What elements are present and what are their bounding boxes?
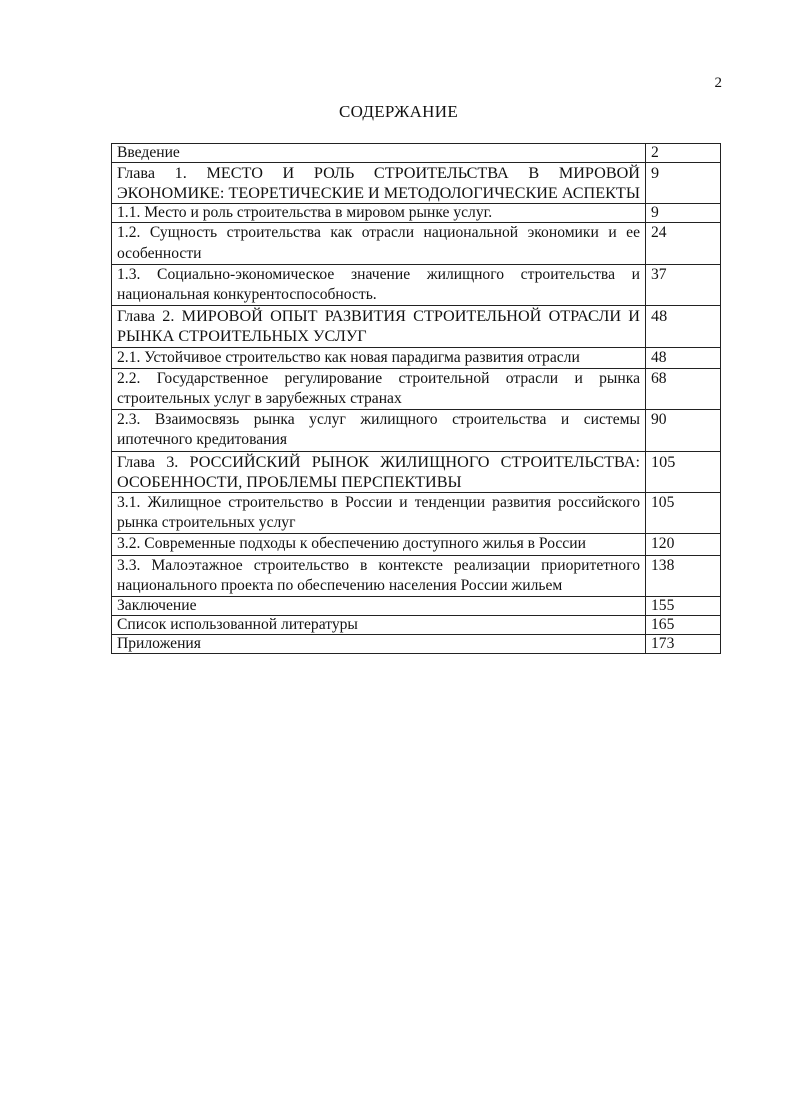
toc-entry-page: 68 <box>646 368 721 409</box>
toc-entry-page: 138 <box>646 555 721 596</box>
toc-row-section-2-3 <box>112 410 721 451</box>
toc-entry-title: Приложения <box>112 635 646 654</box>
toc-entry-page: 9 <box>646 163 721 204</box>
toc-entry-page: 24 <box>646 223 721 264</box>
toc-entry-title: 2.3. Взаимосвязь рынка услуг жилищного строительства и системы ипотечного кредитования <box>112 410 646 451</box>
toc-entry-title: Заключение <box>112 597 646 616</box>
toc-entry-title: 3.1. Жилищное строительство в России и тенденции развития российского рынка строительных услуг <box>112 493 646 534</box>
toc-entry-page: 48 <box>646 347 721 368</box>
toc-entry-page: 155 <box>646 597 721 616</box>
toc-row-section-1-3 <box>112 264 721 305</box>
toc-entry-page: 165 <box>646 616 721 635</box>
toc-entry-page: 173 <box>646 635 721 654</box>
toc-row-conclusion <box>112 597 721 616</box>
toc-row-section-1-1 <box>112 204 721 223</box>
toc-entry-title: Глава 3. РОССИЙСКИЙ РЫНОК ЖИЛИЩНОГО СТРОИТЕЛЬСТВА: ОСОБЕННОСТИ, ПРОБЛЕМЫ ПЕРСПЕКТИВЫ <box>112 451 646 492</box>
toc-entry-title: 1.3. Социально-экономическое значение жилищного строительства и национальная конкурентоспособность. <box>112 264 646 305</box>
toc-row-chapter-2 <box>112 306 721 347</box>
toc-entry-title: 3.2. Современные подходы к обеспечению доступного жилья в России <box>112 534 646 555</box>
toc-entry-page: 2 <box>646 144 721 163</box>
table-of-contents <box>111 143 721 654</box>
page-number: 2 <box>714 75 722 91</box>
toc-row-references <box>112 616 721 635</box>
toc-entry-title: 3.3. Малоэтажное строительство в контексте реализации приоритетного национального проекта по обеспечению населения России жильем <box>112 555 646 596</box>
toc-row-chapter-1 <box>112 163 721 204</box>
page-title: СОДЕРЖАНИЕ <box>338 102 459 121</box>
toc-entry-page: 105 <box>646 451 721 492</box>
toc-row-appendices <box>112 635 721 654</box>
toc-row-section-3-1 <box>112 493 721 534</box>
toc-entry-page: 90 <box>646 410 721 451</box>
toc-row-section-3-2 <box>112 534 721 555</box>
toc-row-section-1-2 <box>112 223 721 264</box>
toc-row-section-3-3 <box>112 555 721 596</box>
toc-entry-title: 1.2. Сущность строительства как отрасли национальной экономики и ее особенности <box>112 223 646 264</box>
toc-row-introduction <box>112 144 721 163</box>
toc-row-section-2-2 <box>112 368 721 409</box>
toc-entry-page: 48 <box>646 306 721 347</box>
toc-entry-title: 1.1. Место и роль строительства в мировом рынке услуг. <box>112 204 646 223</box>
toc-entry-title: 2.1. Устойчивое строительство как новая парадигма развития отрасли <box>112 347 646 368</box>
toc-entry-title: Глава 2. МИРОВОЙ ОПЫТ РАЗВИТИЯ СТРОИТЕЛЬНОЙ ОТРАСЛИ И РЫНКА СТРОИТЕЛЬНЫХ УСЛУГ <box>112 306 646 347</box>
toc-entry-title: Глава 1. МЕСТО И РОЛЬ СТРОИТЕЛЬСТВА В МИРОВОЙ ЭКОНОМИКЕ: ТЕОРЕТИЧЕСКИЕ И МЕТОДОЛОГИЧЕСКИЕ АСПЕКТЫ <box>112 163 646 204</box>
toc-entry-title: Введение <box>112 144 646 163</box>
toc-row-chapter-3 <box>112 451 721 492</box>
toc-entry-page: 9 <box>646 204 721 223</box>
toc-row-section-2-1 <box>112 347 721 368</box>
toc-entry-page: 37 <box>646 264 721 305</box>
toc-entry-title: 2.2. Государственное регулирование строительной отрасли и рынка строительных услуг в зарубежных странах <box>112 368 646 409</box>
toc-entry-page: 120 <box>646 534 721 555</box>
toc-entry-title: Список использованной литературы <box>112 616 646 635</box>
toc-entry-page: 105 <box>646 493 721 534</box>
